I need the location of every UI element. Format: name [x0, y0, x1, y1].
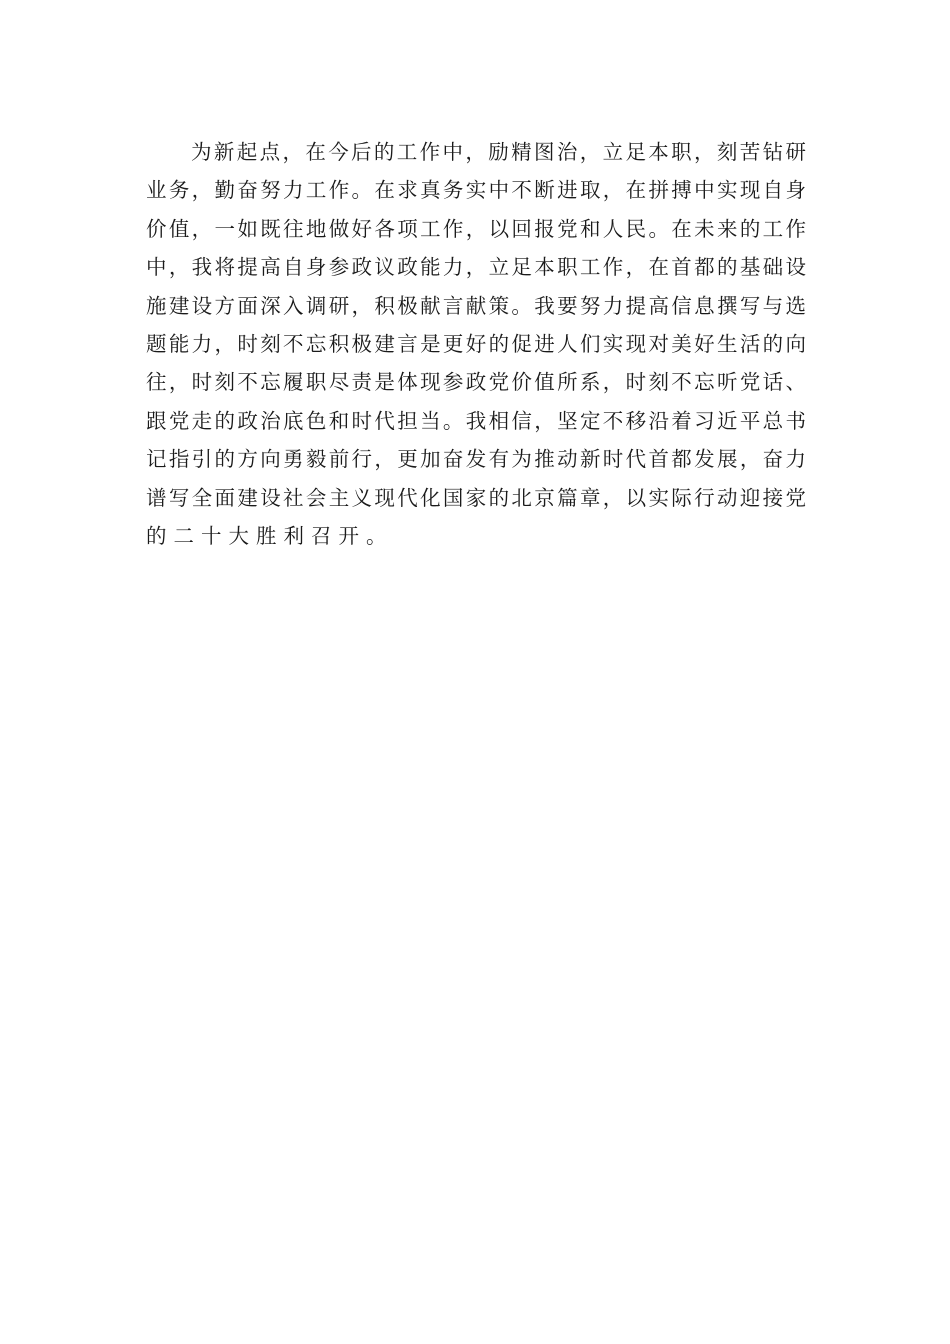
paragraph-line: 中，我将提高自身参政议政能力，立足本职工作，在首都的基础设: [146, 255, 806, 280]
body-paragraph: [146, 133, 806, 555]
paragraph-line: 为新起点，在今后的工作中，励精图治，立足本职，刻苦钻研: [191, 140, 806, 164]
paragraph-line: 业务，勤奋努力工作。在求真务实中不断进取，在拼搏中实现自身: [146, 178, 806, 203]
paragraph-line: 记指引的方向勇毅前行，更加奋发有为推动新时代首都发展，奋力: [146, 447, 806, 472]
paragraph-line: 往，时刻不忘履职尽责是体现参政党价值所系，时刻不忘听党话、: [146, 370, 806, 395]
paragraph-line: 谱写全面建设社会主义现代化国家的北京篇章，以实际行动迎接党: [146, 485, 806, 510]
paragraph-line: 的二十大胜利召开。: [146, 523, 394, 548]
paragraph-line: 题能力，时刻不忘积极建言是更好的促进人们实现对美好生活的向: [146, 331, 806, 356]
paragraph-line: 价值，一如既往地做好各项工作，以回报党和人民。在未来的工作: [146, 216, 806, 241]
paragraph-line: 施建设方面深入调研，积极献言献策。我要努力提高信息撰写与选: [146, 293, 806, 318]
paragraph-line: 跟党走的政治底色和时代担当。我相信，坚定不移沿着习近平总书: [146, 408, 806, 433]
